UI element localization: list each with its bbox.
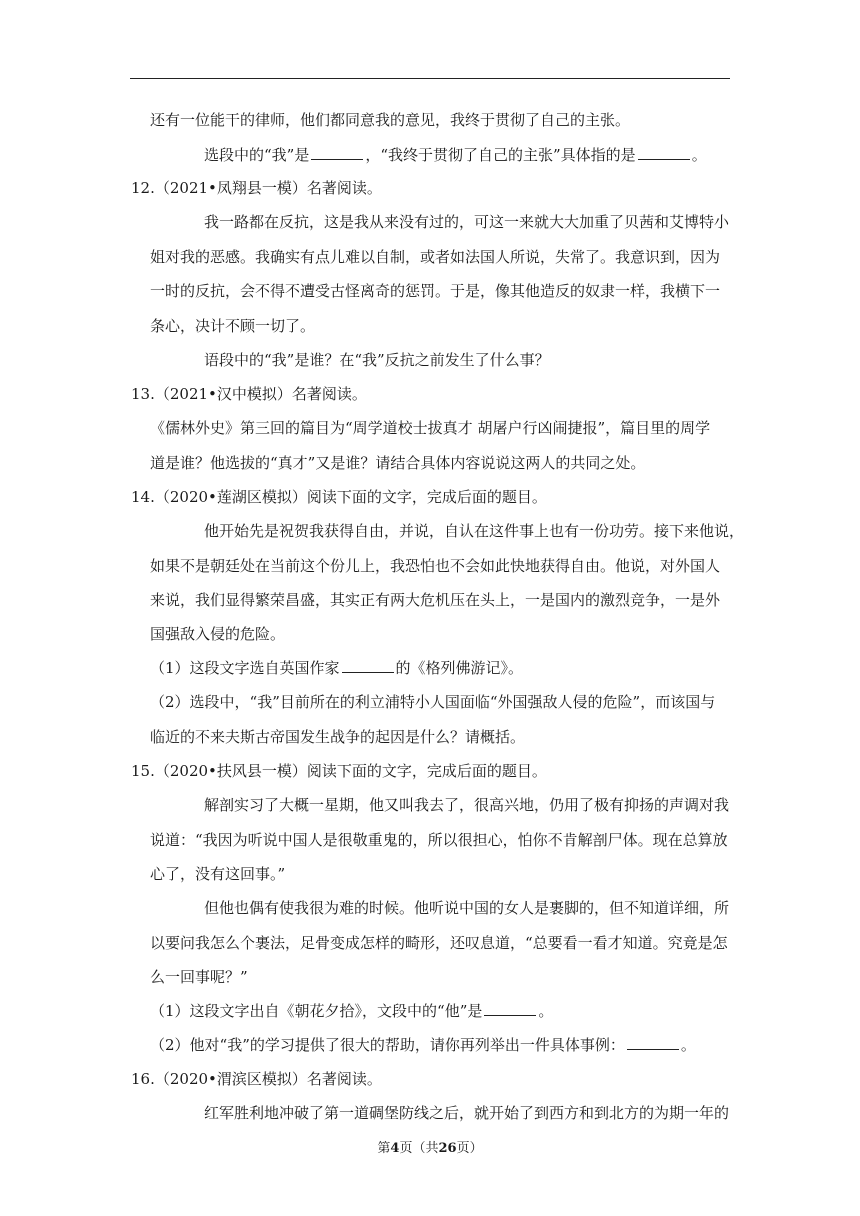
text-line: 解剖实习了大概一星期，他又叫我去了，很高兴地，仍用了极有抑扬的声调对我 — [204, 796, 730, 814]
text-line: 以要问我怎么个裹法，足骨变成怎样的畸形，还叹息道，“总要看一看才知道。究竟是怎 — [150, 934, 728, 952]
answer-blank — [484, 1001, 536, 1016]
text-fragment: （1）这段文字选自英国作家 — [150, 659, 340, 677]
text-line: 语段中的“我”是谁？在“我”反抗之前发生了什么事？ — [204, 351, 550, 369]
page-footer — [0, 1140, 860, 1158]
text-line: 还有一位能干的律师，他们都同意我的意见，我终于贯彻了自己的主张。 — [150, 111, 631, 129]
text-line: 条心，决计不顾一切了。 — [150, 317, 316, 335]
page-number: 4 — [390, 1141, 400, 1156]
footer-text: 页（共 — [399, 1141, 439, 1156]
text-line: 姐对我的恶感。我确实有点儿难以自制，或者如法国人所说，失常了。我意识到，因为 — [150, 248, 721, 266]
text-line: 但他也偶有使我很为难的时候。他听说中国的女人是裹脚的，但不知道详细，所 — [204, 899, 730, 917]
text-line: 说道：“我因为听说中国人是很敬重鬼的，所以很担心，怕你不肯解剖尸体。现在总算放 — [150, 831, 728, 849]
text-line — [204, 145, 707, 165]
header-rule — [130, 78, 730, 79]
footer-text: 页） — [456, 1141, 483, 1156]
text-line — [150, 658, 523, 678]
text-line: 么一回事呢？” — [150, 968, 248, 986]
answer-blank — [638, 145, 690, 160]
text-line: 如果不是朝廷处在当前这个份儿上，我恐怕也不会如此快地获得自由。他说，对外国人 — [150, 557, 721, 575]
text-line — [150, 1035, 696, 1055]
text-fragment: 的《格列佛游记》。 — [395, 659, 524, 677]
text-line — [150, 1001, 553, 1021]
text-line: 国强敌入侵的危险。 — [150, 625, 286, 643]
text-line: 我一路都在反抗，这是我从来没有过的，可这一来就大大加重了贝茜和艾博特小 — [204, 213, 730, 231]
text-line: 心了，没有这回事。” — [150, 865, 286, 883]
answer-blank — [311, 145, 363, 160]
text-line: 临近的不来夫斯古帝国发生战争的起因是什么？请概括。 — [150, 728, 526, 746]
question-heading: 13.（2021•汉中模拟）名著阅读。 — [131, 385, 367, 403]
text-fragment: 选段中的“我”是 — [204, 146, 310, 164]
text-fragment: 。 — [538, 1002, 554, 1020]
text-line: 红军胜利地冲破了第一道碉堡防线之后，就开始了到西方和到北方的为期一年的 — [204, 1104, 730, 1122]
text-line: 他开始先是祝贺我获得自由，并说，自认在这件事上也有一份功劳。接下来他说， — [204, 522, 745, 540]
answer-blank — [627, 1035, 679, 1050]
text-line: 一时的反抗，会不得不遭受古怪离奇的惩罚。于是，像其他造反的奴隶一样，我横下一 — [150, 282, 721, 300]
text-fragment: 。 — [691, 146, 707, 164]
answer-blank — [342, 658, 394, 673]
text-fragment: （2）他对“我”的学习提供了很大的帮助，请你再列举出一件具体事例： — [150, 1036, 625, 1054]
question-heading: 15.（2020•扶风县一模）阅读下面的文字，完成后面的题目。 — [131, 762, 547, 780]
text-fragment: 。 — [680, 1036, 696, 1054]
text-line: （2）选段中，“我”目前所在的利立浦特小人国面临“外国强敌人侵的危险”，而该国与 — [150, 693, 716, 711]
page-total: 26 — [438, 1141, 457, 1156]
text-fragment: （1）这段文字出自《朝花夕拾》，文段中的“他”是 — [150, 1002, 483, 1020]
question-heading: 16.（2020•渭滨区模拟）名著阅读。 — [131, 1070, 382, 1088]
text-line: 道是谁？他选拔的“真才”又是谁？请结合具体内容说说这两人的共同之处。 — [150, 454, 646, 472]
footer-text: 第 — [377, 1141, 391, 1156]
question-heading: 12.（2021•凤翔县一模）名著阅读。 — [131, 179, 382, 197]
text-fragment: ，“我终于贯彻了自己的主张”具体指的是 — [365, 146, 636, 164]
text-line: 《儒林外史》第三回的篇目为“周学道校士拔真才 胡屠户行凶闹捷报”，篇目里的周学 — [150, 419, 711, 437]
question-heading: 14.（2020•莲湖区模拟）阅读下面的文字，完成后面的题目。 — [131, 488, 547, 506]
text-line: 来说，我们显得繁荣昌盛，其实正有两大危机压在头上，一是国内的激烈竞争，一是外 — [150, 591, 721, 609]
